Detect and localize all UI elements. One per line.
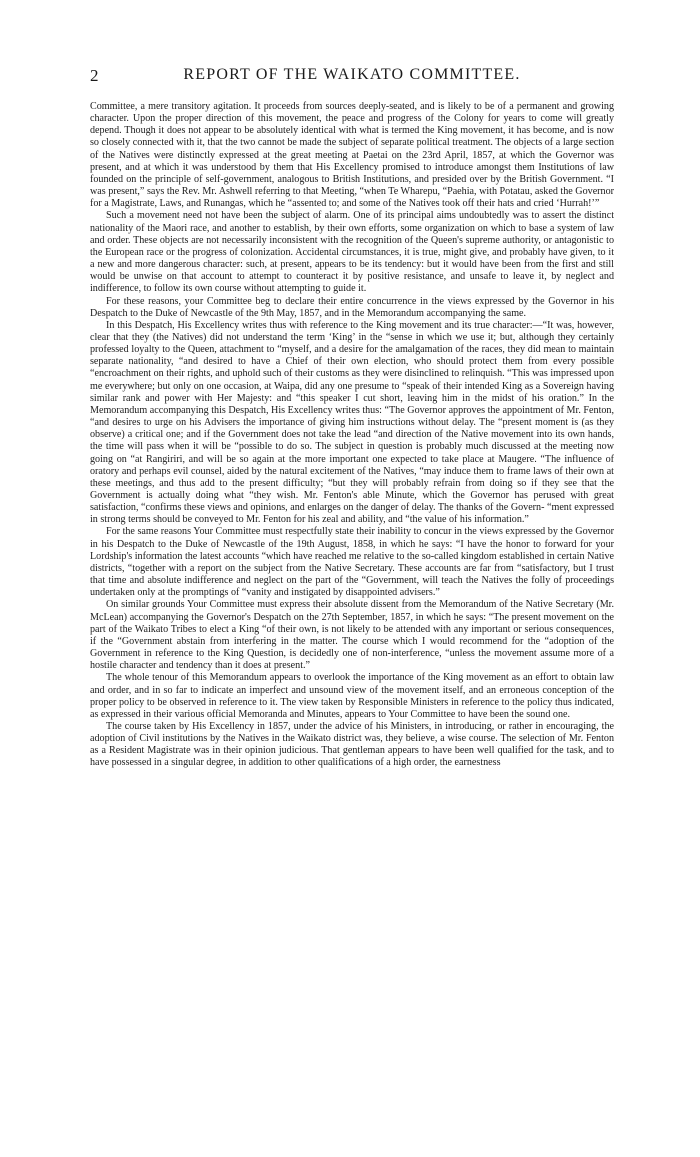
running-title: REPORT OF THE WAIKATO COMMITTEE. — [183, 66, 521, 83]
paragraph-4: In this Despatch, His Excellency writes thus with reference to the King movement and its true character:—“It was, however, clear that they (the Natives) did not understand the term ‘King’ in the “sense in which we use it; but, although they certainly professed loyalty to the Queen, attachment to “myself, and a desire for the amalgamation of the races, they did mean to maintain separate nationality, “and desired to have a Chief of their own election, who should protect them from every possible “encroachment on their rights, and uphold such of their customs as they were disinclined to relinquish. “This was impressed upon me everywhere; but only on one occasion, at Waipa, did any one presume to “speak of their intended King as a Sovereign having similar rank and power with Her Majesty: and “this speaker I cut short, leaving him in the midst of his oration.” In the Memorandum accompanying this Despatch, His Excellency writes thus: “The Governor approves the appointment of Mr. Fenton, “and desires to urge on his Advisers the importance of giving him instructions without delay. The “present moment is (as they observe) a critical one; and if the Government does not take the lead “and direction of the Native movement into its own hands, the time will pass when it will be “possible to do so. The subject in question is probably much discussed at the meeting now going on “at Rangiriri, and will be so again at the more important one expected to take place at Maugere. “The influence of oratory and perhaps evil counsel, aided by the natural excitement of the Natives, “may induce them to frame laws of their own at these meetings, and thus add to the present difficulty; “but they will probably refrain from doing so if they see that the Government is actually doing what “they wish. Mr. Fenton's able Minute, which the Governor has perused with great satisfaction, “confirms these views and opinions, and enlarges on the danger of delay. The thanks of the Govern- “ment expressed in strong terms should be conveyed to Mr. Fenton for his zeal and ability, and “the value of his information.” — [90, 319, 614, 526]
page-header — [90, 66, 614, 88]
paragraph-7: The whole tenour of this Memorandum appears to overlook the importance of the King movement as an effort to obtain law and order, and in so far to indicate an imperfect and unsound view of the movement itself, and an erroneous conception of the proper policy to be observed in reference to it. The view taken by Responsible Ministers in reference to the policy thus indicated, as expressed in their various official Memoranda and Minutes, appears to Your Committee to have been the sound one. — [90, 672, 614, 720]
report-body — [90, 101, 614, 770]
paragraph-1: Committee, a mere transitory agitation. It proceeds from sources deeply-seated, and is likely to be of a permanent and growing character. Upon the proper direction of this movement, the peace and progress of the Colony for years to come will greatly depend. Though it does not appear to be absolutely identical with what is termed the King movement, it has become, and is now so closely connected with it, that the two cannot be made the subject of separate political treatment. The objects of a large section of the Natives were distinctly expressed at the great meeting at Paetai on the 23rd April, 1857, at which the Governor was present, and at which it was understood by them that His Excellency promised to introduce amongst them Institutions of law founded on the principle of self-government, analogous to British Institutions, and presided over by the British Government. “I was present,” says the Rev. Mr. Ashwell referring to that Meeting, “when Te Wharepu, “Paehia, with Potatau, asked the Governor for a Magistrate, Laws, and Runangas, which he “assented to; and some of the Natives took off their hats and cried ‘Hurrah!’” — [90, 101, 614, 210]
paragraph-8: The course taken by His Excellency in 1857, under the advice of his Ministers, in introducing, or rather in encouraging, the adoption of Civil institutions by the Natives in the Waikato district was, they believe, a wise course. The selection of Mr. Fenton as a Resident Magistrate was in their opinion judicious. That gentleman appears to have been well qualified for the task, and to have possessed in a singular degree, in addition to other qualifications of a high order, the earnestness — [90, 720, 614, 769]
paragraph-3: For these reasons, your Committee beg to declare their entire concurrence in the views expressed by the Governor in his Despatch to the Duke of Newcastle of the 9th May, 1857, and in the Memorandum accompanying the same. — [90, 295, 614, 319]
paragraph-6: On similar grounds Your Committee must express their absolute dissent from the Memorandum of the Native Secretary (Mr. McLean) accompanying the Governor's Despatch on the 27th September, 1857, in which he says: “The present movement on the part of the Waikato Tribes to elect a King “of their own, is not likely to be attended with any important or serious consequences, if the “Government abstain from interfering in the matter. The course which I would recommend for the “adoption of the Government in reference to the King Question, is decidedly one of non-interference, “unless the movement assume more of a hostile character and tendency than it does at present.” — [90, 599, 614, 672]
paragraph-5: For the same reasons Your Committee must respectfully state their inability to concur in the views expressed by the Governor in his Despatch to the Duke of Newcastle of the 19th August, 1858, in which he says: “I have the honor to forward for your Lordship's information the latest accounts “which have reached me relative to the so-called kingdom established in certain Native districts, “together with a report on the subject from the Native Secretary. These accounts are far from “satisfactory, but I trust that time and absolute indifference and neglect on the part of the “Government, will teach the Natives the folly of proceedings undertaken only at the promptings of “vanity and instigated by disappointed advisers.” — [90, 526, 614, 599]
paragraph-2: Such a movement need not have been the subject of alarm. One of its principal aims undoubtedly was to assert the distinct nationality of the Maori race, and another to establish, by their own efforts, some organization on which to base a system of law and order. These objects are not necessarily inconsistent with the recognition of the Queen's supreme authority, or antagonistic to the European race or the progress of colonization. Accidental circumstances, it is true, might give, and probably have given, to it a new and more dangerous character: such, at present, appears to be its tendency: but it would have been from the first and still would be unwise on that account to attempt to counteract it by positive resistance, and unsafe to leave it, by neglect and indifference, to follow its own course without attempting to guide it. — [90, 210, 614, 295]
page-number: 2 — [90, 66, 99, 85]
